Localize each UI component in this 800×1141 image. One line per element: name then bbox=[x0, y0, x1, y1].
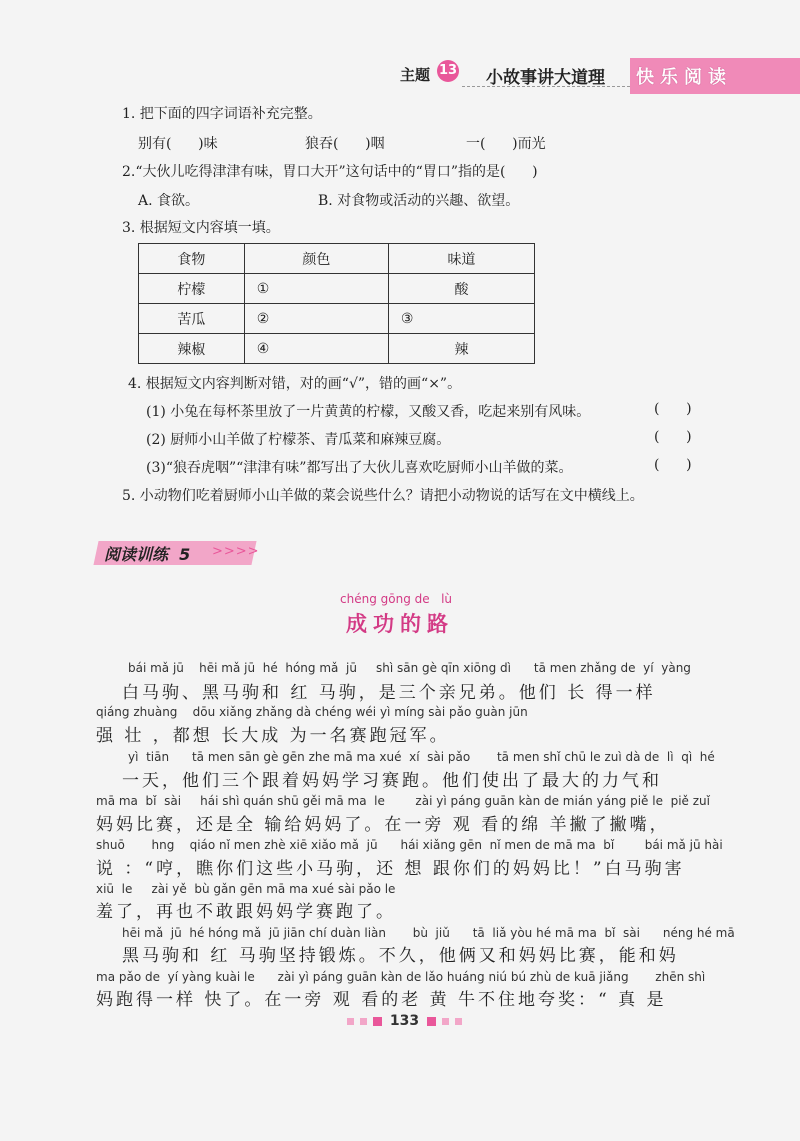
story-title: 成功的路 bbox=[346, 612, 454, 636]
decor-square bbox=[373, 1017, 382, 1026]
table-header-cell: 颜色 bbox=[244, 244, 388, 274]
decor-square bbox=[442, 1018, 449, 1025]
answer-paren: ( ) bbox=[654, 457, 692, 473]
decor-square bbox=[455, 1018, 462, 1025]
pinyin-line: qiáng zhuàng dōu xiǎng zhǎng dà chéng wéi yì míng sài pǎo guàn jūn bbox=[96, 705, 528, 719]
pinyin-line: mā ma bǐ sài hái shì quán shū gěi mā ma le zài yì páng guān kàn de mián yáng piě le piě zuǐ bbox=[96, 794, 710, 808]
page-number: 133 bbox=[389, 1013, 420, 1029]
table-header-row bbox=[139, 244, 535, 274]
topic-label: 主题 bbox=[400, 66, 431, 84]
answer-paren: ( ) bbox=[654, 429, 692, 445]
question-2: 2.“大伙儿吃得津津有味，胃口大开”这句话中的“胃口”指的是( ) bbox=[122, 164, 538, 180]
table-header-cell: 味道 bbox=[388, 244, 534, 274]
section-arrows: >>>> bbox=[212, 544, 260, 559]
pinyin-line: ma pǎo de yí yàng kuài le zài yì páng guān kàn de lǎo huáng niú bú zhù de kuā jiǎng zhēn shì bbox=[96, 970, 706, 984]
table-cell: ④ bbox=[244, 334, 388, 364]
question-2-option-a: A. 食欲。 bbox=[138, 193, 200, 209]
question-3: 3. 根据短文内容填一填。 bbox=[122, 220, 280, 236]
question-4: 4. 根据短文内容判断对错，对的画“√”，错的画“×”。 bbox=[128, 376, 462, 392]
section-label: 阅读训练 5 bbox=[104, 545, 191, 564]
question-1-item: 别有( )味 bbox=[138, 136, 218, 152]
text-line: 白马驹、黑马驹和 红 马驹，是三个亲兄弟。他们 长 得一样 bbox=[122, 683, 656, 703]
table-cell: ② bbox=[244, 304, 388, 334]
text-line: 一天，他们三个跟着妈妈学习赛跑。他们使出了最大的力气和 bbox=[122, 771, 662, 791]
table-cell: ① bbox=[244, 274, 388, 304]
text-line: 妈妈比赛，还是全 输给妈妈了。在一旁 观 看的绵 羊撇了撇嘴， bbox=[96, 815, 670, 835]
text-line: 黑马驹和 红 马驹坚持锻炼。不久，他俩又和妈妈比赛，能和妈 bbox=[122, 946, 679, 966]
question-4-item: (2) 厨师小山羊做了柠檬茶、青瓜菜和麻辣豆腐。 bbox=[146, 432, 451, 448]
story-title-pinyin: chéng gōng de lù bbox=[340, 592, 453, 606]
table-header-cell: 食物 bbox=[139, 244, 245, 274]
table-cell: 酸 bbox=[388, 274, 534, 304]
question-1: 1. 把下面的四字词语补充完整。 bbox=[122, 106, 322, 122]
text-line: 说 ：“哼，瞧你们这些小马驹，还 想 跟你们的妈妈比！”白马驹害 bbox=[96, 859, 685, 879]
topic-number-badge: 13 bbox=[437, 60, 459, 82]
table-cell: 辣椒 bbox=[139, 334, 245, 364]
fill-table bbox=[138, 243, 535, 364]
table-row bbox=[139, 304, 535, 334]
question-4-item: (1) 小兔在每杯茶里放了一片黄黄的柠檬，又酸又香，吃起来别有风味。 bbox=[146, 404, 591, 420]
table-row bbox=[139, 334, 535, 364]
text-line: 妈跑得一样 快了。在一旁 观 看的老 黄 牛不住地夸奖：“ 真 是 bbox=[96, 990, 667, 1010]
pinyin-line: yì tiān tā men sān gè gēn zhe mā ma xué xí sài pǎo tā men shǐ chū le zuì dà de lì qì hé bbox=[128, 750, 715, 764]
table-cell: 苦瓜 bbox=[139, 304, 245, 334]
decor-square bbox=[347, 1018, 354, 1025]
topic-title: 小故事讲大道理 bbox=[486, 68, 605, 88]
table-cell: 辣 bbox=[388, 334, 534, 364]
pinyin-line: bái mǎ jū hēi mǎ jū hé hóng mǎ jū shì sān gè qīn xiōng dì tā men zhǎng de yí yàng bbox=[128, 661, 691, 675]
decor-square bbox=[427, 1017, 436, 1026]
pinyin-line: xiū le zài yě bù gǎn gēn mā ma xué sài pǎo le bbox=[96, 882, 396, 896]
question-5: 5. 小动物们吃着厨师小山羊做的菜会说些什么？请把小动物说的话写在文中横线上。 bbox=[122, 488, 644, 504]
question-1-item: 一( )而光 bbox=[466, 136, 546, 152]
header-tab-label: 快乐阅读 bbox=[636, 67, 732, 88]
pinyin-line: hēi mǎ jū hé hóng mǎ jū jiān chí duàn liàn bù jiǔ tā liǎ yòu hé mā ma bǐ sài néng hé mā bbox=[122, 926, 735, 940]
answer-paren: ( ) bbox=[654, 401, 692, 417]
table-row bbox=[139, 274, 535, 304]
text-line: 强 壮 ，都想 长大成 为一名赛跑冠军。 bbox=[96, 726, 450, 746]
pinyin-line: shuō hng qiáo nǐ men zhè xiē xiǎo mǎ jū hái xiǎng gēn nǐ men de mā ma bǐ bái mǎ jū hài bbox=[96, 838, 723, 852]
header-divider bbox=[462, 86, 630, 87]
text-line: 羞了，再也不敢跟妈妈学赛跑了。 bbox=[96, 902, 396, 922]
table-cell: 柠檬 bbox=[139, 274, 245, 304]
decor-square bbox=[360, 1018, 367, 1025]
page-footer bbox=[344, 1013, 465, 1029]
question-4-item: (3)“狼吞虎咽”“津津有味”都写出了大伙儿喜欢吃厨师小山羊做的菜。 bbox=[146, 460, 573, 476]
table-cell: ③ bbox=[388, 304, 534, 334]
question-1-item: 狼吞( )咽 bbox=[305, 136, 385, 152]
question-2-option-b: B. 对食物或活动的兴趣、欲望。 bbox=[318, 193, 520, 209]
